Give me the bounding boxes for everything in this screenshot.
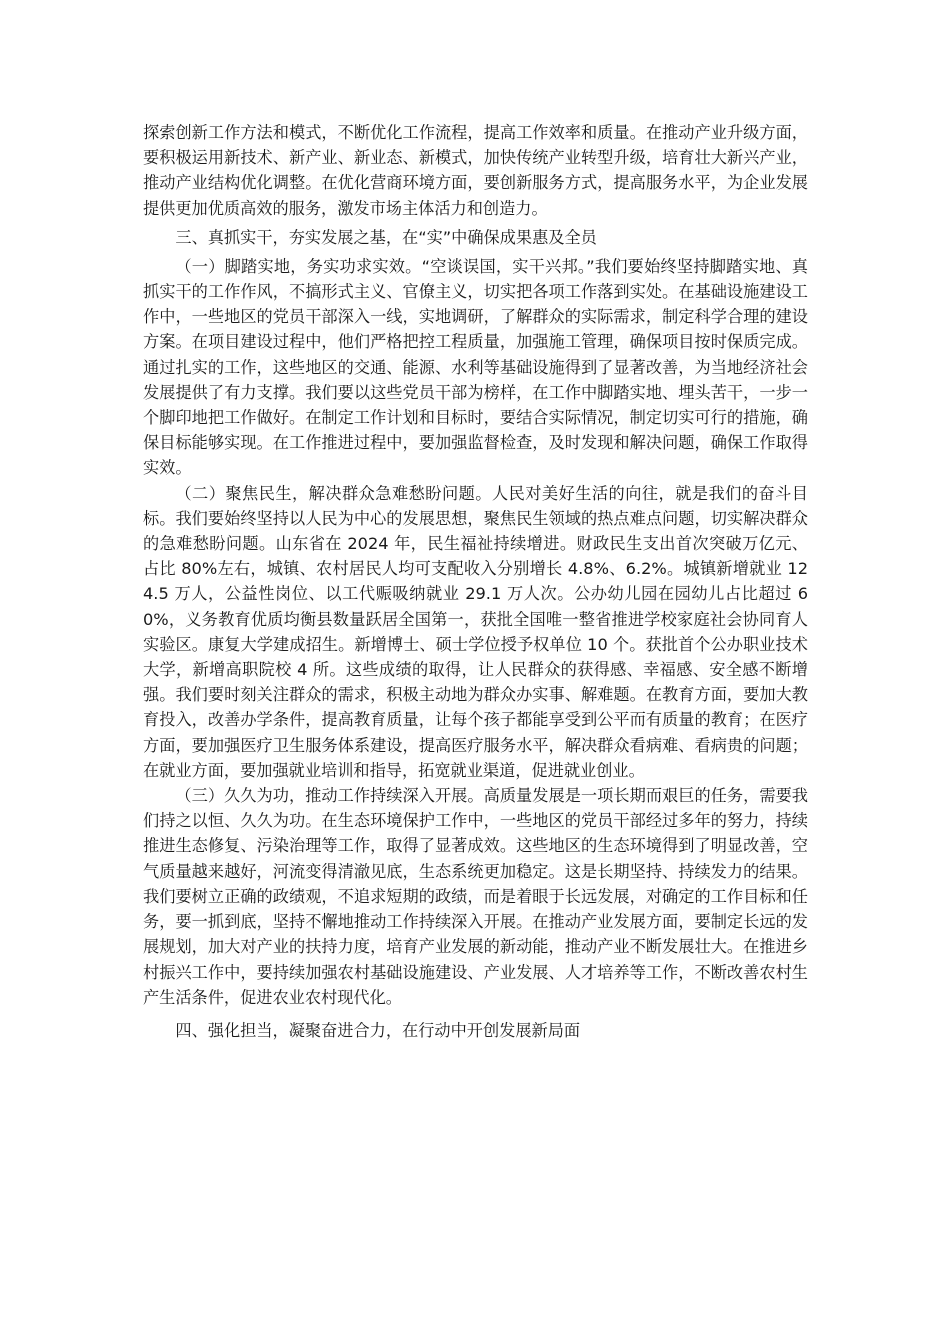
section-heading-three: 三、真抓实干，夯实发展之基，在“实”中确保成果惠及全员 — [175, 227, 597, 247]
paragraph-down-to-earth: （一）脚踏实地，务实功求实效。“空谈误国，实干兴邦。”我们要始终坚持脚踏实地、真抓实干的工作作风，不搞形式主义、官僚主义，切实把各项工作落到实处。在基础设施建设工作中，一些地区的党员干部深入一线，实地调研，了解群众的实际需求，制定科学合理的建设方案。在项目建设过程中，他们严格把控工程质量，加强施工管理，确保项目按时保质完成。通过扎实的工作，这些地区的交通、能源、水利等基础设施得到了显著改善，为当地经济社会发展提供了有力支撑。我们要以这些党员干部为榜样，在工作中脚踏实地、埋头苦干，一步一个脚印地把工作做好。在制定工作计划和目标时，要结合实际情况，制定切实可行的措施，确保目标能够实现。在工作推进过程中，要加强监督检查，及时发现和解决问题，确保工作取得实效。 — [143, 256, 808, 478]
paragraph-livelihood: （二）聚焦民生，解决群众急难愁盼问题。人民对美好生活的向往，就是我们的奋斗目标。我们要始终坚持以人民为中心的发展思想，聚焦民生领域的热点难点问题，切实解决群众的急难愁盼问题。山东省在 2024 年，民生福祉持续增进。财政民生支出首次突破万亿元、占比 80%左右，城镇、农村居民人均可支配收入分别增长 4.8%、6.2%。城镇新增就业 124.5 万人，公益性岗位、以工代赈吸纳就业 29.1 万人次。公办幼儿园在园幼儿占比超过 60%，义务教育优质均衡县数量跃居全国第一，获批全国唯一整省推进学校家庭社会协同育人实验区。康复大学建成招生。新增博士、硕士学位授予权单位 10 个。获批首个公办职业技术大学，新增高职院校 4 所。这些成绩的取得，让人民群众的获得感、幸福感、安全感不断增强。我们要时刻关注群众的需求，积极主动地为群众办实事、解难题。在教育方面，要加大教育投入，改善办学条件，提高教育质量，让每个孩子都能享受到公平而有质量的教育；在医疗方面，要加强医疗卫生服务体系建设，提高医疗服务水平，解决群众看病难、看病贵的问题；在就业方面，要加强就业培训和指导，拓宽就业渠道，促进就业创业。 — [143, 483, 808, 780]
paragraph-persistence: （三）久久为功，推动工作持续深入开展。高质量发展是一项长期而艰巨的任务，需要我们持之以恒、久久为功。在生态环境保护工作中，一些地区的党员干部经过多年的努力，持续推进生态修复、污染治理等工作，取得了显著成效。这些地区的生态环境得到了明显改善，空气质量越来越好，河流变得清澈见底，生态系统更加稳定。这是长期坚持、持续发力的结果。我们要树立正确的政绩观，不追求短期的政绩，而是着眼于长远发展，对确定的工作目标和任务，要一抓到底，坚持不懈地推动工作持续深入开展。在推动产业发展方面，要制定长远的发展规划，加大对产业的扶持力度，培育产业发展的新动能，推动产业不断发展壮大。在推进乡村振兴工作中，要持续加强农村基础设施建设、产业发展、人才培养等工作，不断改善农村生产生活条件，促进农业农村现代化。 — [143, 786, 808, 1007]
paragraph-continuation: 探索创新工作方法和模式，不断优化工作流程，提高工作效率和质量。在推动产业升级方面，要积极运用新技术、新产业、新业态、新模式，加快传统产业转型升级，培育壮大新兴产业，推动产业结构优化调整。在优化营商环境方面，要创新服务方式，提高服务水平，为企业发展提供更加优质高效的服务，激发市场主体活力和创造力。 — [143, 123, 808, 218]
document-page — [143, 120, 808, 1047]
section-heading-four: 四、强化担当，凝聚奋进合力，在行动中开创发展新局面 — [175, 1020, 581, 1040]
